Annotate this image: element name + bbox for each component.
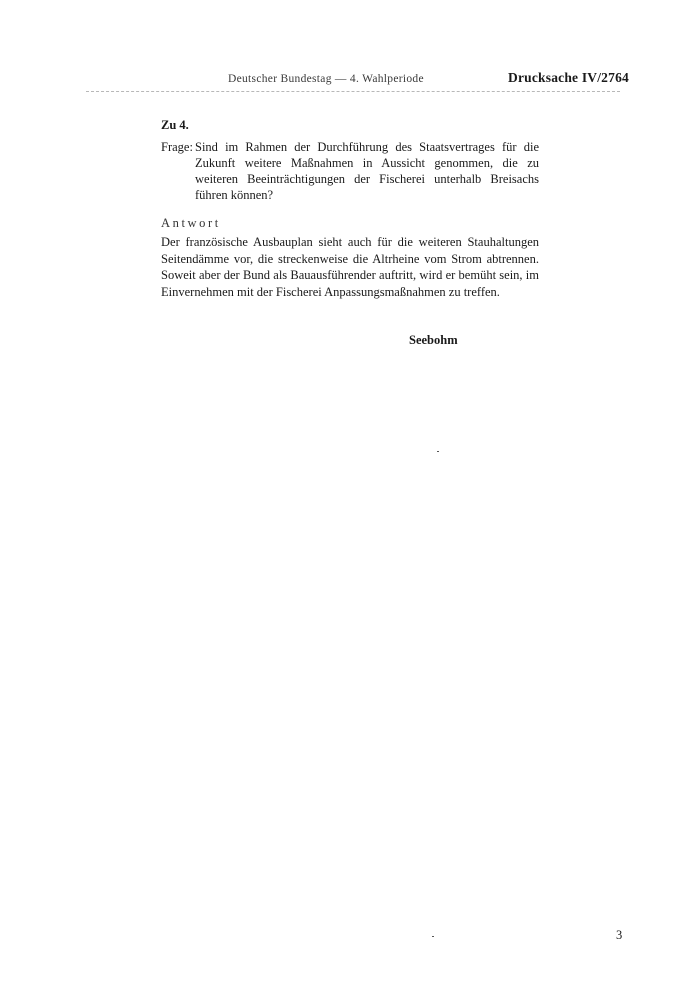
page-number: 3 xyxy=(616,928,623,942)
section-title: Zu 4. xyxy=(161,118,189,132)
question-text: Sind im Rahmen der Durchführung des Staatsvertrages für die Zukunft weitere Maßnahmen in Aussicht genommen, die zu weiteren Beeinträchtigungen der Fischerei unterhalb Breisachs führen können? xyxy=(195,140,539,202)
signature: Seebohm xyxy=(409,333,458,347)
answer-text: Der französische Ausbauplan sieht auch für die weiteren Stauhaltungen Seitendämme vor, die streckenweise die Altrheine vom Strom abtrennen. Soweit aber der Bund als Bauausführender auftritt, wird er bemüht sein, im Einvernehmen mit der Fischerei Anpassungsmaßnahmen zu treffen. xyxy=(161,235,539,299)
scan-speck xyxy=(437,451,439,452)
document-number: Drucksache IV/2764 xyxy=(508,70,629,85)
answer-heading: Antwort xyxy=(161,216,221,230)
page-header xyxy=(0,70,700,94)
header-rule xyxy=(86,91,620,92)
question-label: Frage: xyxy=(161,140,193,154)
main-content xyxy=(161,117,539,300)
question-block xyxy=(161,139,539,203)
running-title: Deutscher Bundestag — 4. Wahlperiode xyxy=(228,73,424,85)
scan-speck xyxy=(432,936,434,937)
